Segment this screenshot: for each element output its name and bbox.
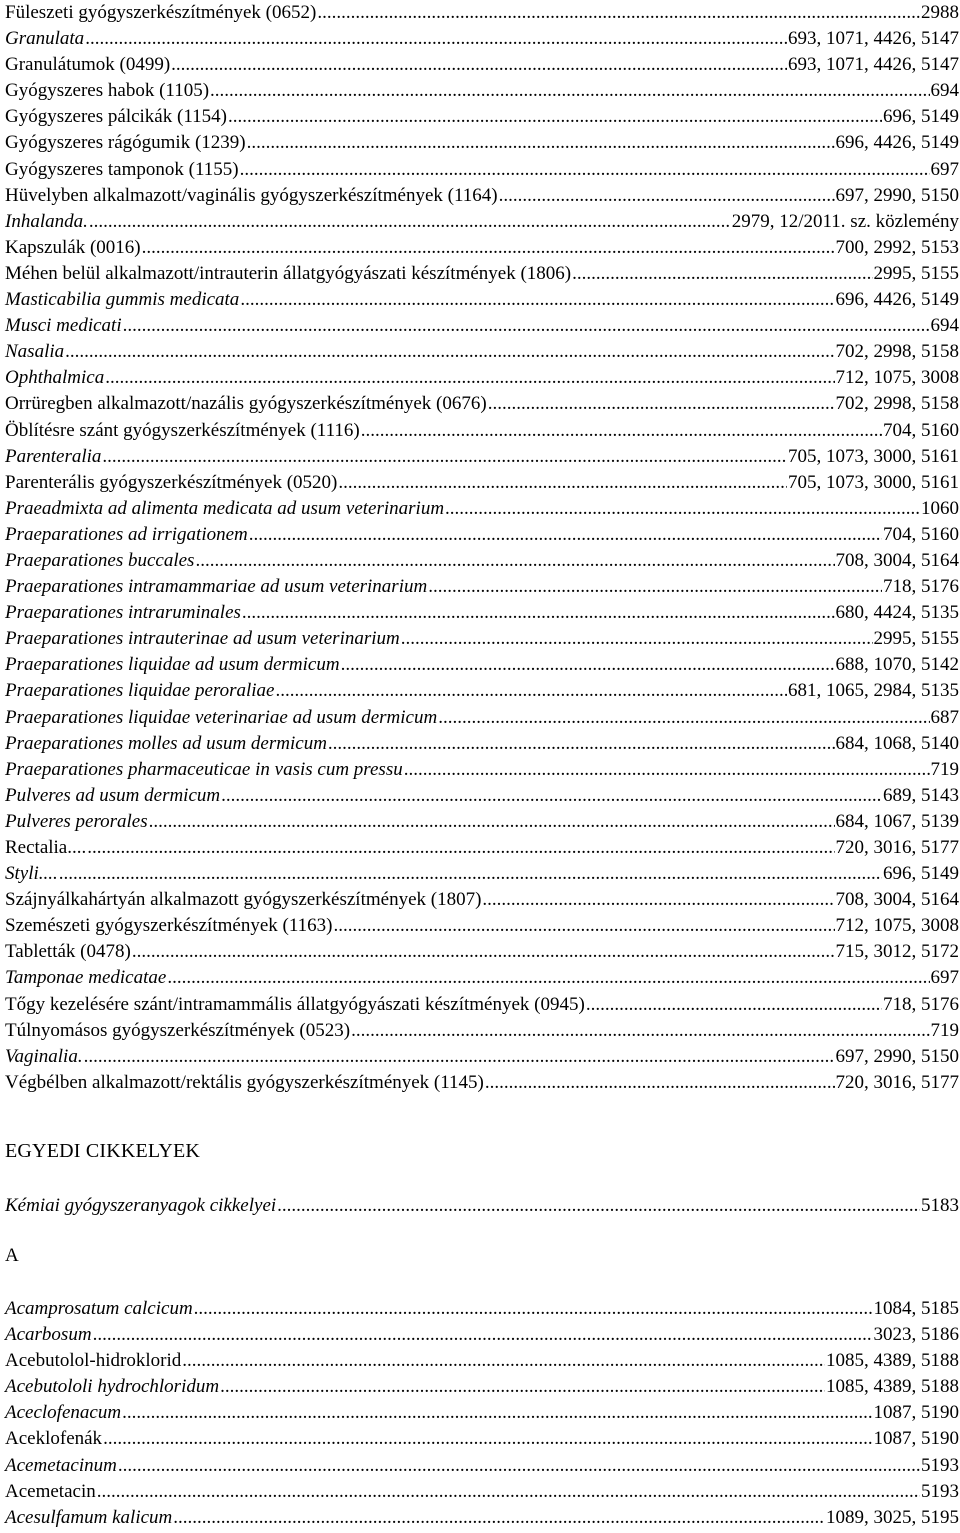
- index-entry: [5, 209, 959, 235]
- entry-name: Kapszulák (0016): [5, 236, 141, 258]
- index-entry: [5, 1453, 959, 1479]
- index-entry: [5, 183, 959, 209]
- entry-name: Inhalanda.: [5, 210, 88, 232]
- entry-pages: 684, 1067, 5139: [835, 810, 959, 832]
- dot-leader: [333, 913, 834, 939]
- dot-leader: [249, 522, 882, 548]
- entry-name: Füleszeti gyógyszerkészítmények (0652): [5, 2, 317, 23]
- index-entry: [5, 0, 959, 26]
- index-entry: [5, 418, 959, 444]
- index-list-dosage-forms: [5, 0, 959, 1096]
- index-entry: [5, 887, 959, 913]
- index-entry: [5, 287, 959, 313]
- entry-pages: 712, 1075, 3008: [835, 367, 959, 389]
- index-entry: [5, 52, 959, 78]
- entry-pages: 5183: [921, 1195, 959, 1216]
- dot-leader: [93, 1322, 873, 1348]
- dot-leader: [586, 992, 882, 1018]
- entry-name: Praeparationes molles ad usum dermicum: [5, 732, 327, 754]
- entry-name: Granulata: [5, 28, 85, 50]
- entry-pages: 2988: [921, 2, 959, 23]
- entry-pages: 697: [930, 967, 959, 989]
- entry-pages: 696, 4426, 5149: [835, 289, 959, 311]
- index-entry: [5, 548, 959, 574]
- entry-pages: 1085, 4389, 5188: [826, 1350, 959, 1372]
- dot-leader: [65, 339, 834, 365]
- entry-pages: 1060: [921, 497, 959, 519]
- index-entry: [5, 705, 959, 731]
- entry-pages: 694: [930, 80, 959, 102]
- index-entry: [5, 861, 959, 887]
- entry-name: Acebutolol-hidroklorid: [5, 1350, 182, 1372]
- dot-leader: [194, 1296, 873, 1322]
- dot-leader: [105, 365, 834, 391]
- dot-leader: [103, 1426, 872, 1452]
- entry-pages: 696, 4426, 5149: [835, 132, 959, 154]
- index-entry: [5, 835, 959, 861]
- entry-pages: 697, 2990, 5150: [835, 184, 959, 206]
- dot-leader: [84, 1044, 835, 1070]
- entry-name: Praeparationes intramammariae ad usum veterinarium: [5, 576, 428, 598]
- entry-pages: 5193: [921, 1454, 959, 1476]
- index-entry: [5, 1505, 959, 1531]
- index-entry: [5, 313, 959, 339]
- entry-name: Szemészeti gyógyszerkészítmények (1163): [5, 915, 333, 937]
- entry-name: Pulveres ad usum dermicum: [5, 784, 221, 806]
- entry-name: Kémiai gyógyszeranyagok cikkelyei: [5, 1195, 277, 1216]
- entry-name: Gyógyszeres habok (1105): [5, 80, 210, 102]
- entry-name: Parenterális gyógyszerkészítmények (0520): [5, 471, 338, 493]
- index-entry: [5, 104, 959, 130]
- entry-name: Pulveres perorales: [5, 810, 148, 832]
- entry-name: Ophthalmica: [5, 367, 105, 389]
- entry-pages: 681, 1065, 2984, 5135: [788, 680, 959, 702]
- entry-name: Orrüregben alkalmazott/nazális gyógyszerkészítmények (0676): [5, 393, 487, 415]
- dot-leader: [171, 52, 787, 78]
- entry-name: Praeparationes pharmaceuticae in vasis cum pressu: [5, 758, 403, 780]
- entry-name: Praeparationes liquidae ad usum dermicum: [5, 654, 340, 676]
- dot-leader: [228, 104, 882, 130]
- dot-leader: [85, 26, 787, 52]
- entry-name: Acarbosum: [5, 1324, 92, 1346]
- entry-pages: 3023, 5186: [873, 1324, 959, 1346]
- index-entry: [5, 78, 959, 104]
- index-entry: [5, 261, 959, 287]
- entry-name: Acemetacinum: [5, 1454, 117, 1476]
- dot-leader: [173, 1505, 825, 1531]
- entry-pages: 705, 1073, 3000, 5161: [788, 445, 959, 467]
- entry-pages: 719: [930, 1019, 959, 1041]
- entry-pages: 5193: [921, 1480, 959, 1502]
- entry-pages: 712, 1075, 3008: [835, 915, 959, 937]
- index-entry: [5, 1044, 959, 1070]
- entry-name: Acemetacin: [5, 1480, 96, 1502]
- entry-pages: 718, 5176: [883, 576, 959, 598]
- dot-leader: [195, 548, 834, 574]
- entry-name: Tőgy kezelésére szánt/intramammális állatgyógyászati készítmények (0945): [5, 993, 585, 1015]
- index-entry: [5, 939, 959, 965]
- dot-leader: [404, 757, 930, 783]
- entry-pages: 704, 5160: [883, 419, 959, 441]
- entry-pages: 702, 2998, 5158: [835, 393, 959, 415]
- entry-pages: 719: [930, 758, 959, 780]
- entry-pages: 1085, 4389, 5188: [826, 1376, 959, 1398]
- entry-pages: 718, 5176: [883, 993, 959, 1015]
- entry-pages: 1089, 3025, 5195: [826, 1506, 959, 1528]
- index-entry: [5, 783, 959, 809]
- entry-pages: 697: [930, 158, 959, 180]
- entry-pages: 697, 2990, 5150: [835, 1045, 959, 1067]
- dot-leader: [210, 78, 929, 104]
- index-list-chemical: [5, 1193, 959, 1219]
- index-entry: [5, 496, 959, 522]
- index-entry: [5, 809, 959, 835]
- dot-leader: [182, 1348, 825, 1374]
- entry-name: Acamprosatum calcicum: [5, 1298, 193, 1319]
- entry-pages: 1087, 5190: [873, 1402, 959, 1424]
- entry-name: Praeparationes intraruminales: [5, 602, 241, 624]
- index-entry: [5, 626, 959, 652]
- letter-heading: A: [5, 1245, 19, 1266]
- dot-leader: [149, 809, 835, 835]
- entry-pages: 694: [930, 315, 959, 337]
- entry-name: Hüvelyben alkalmazott/vaginális gyógyszerkészítmények (1164): [5, 184, 498, 206]
- index-entry: [5, 574, 959, 600]
- entry-pages: 2995, 5155: [873, 262, 959, 284]
- dot-leader: [445, 496, 920, 522]
- entry-name: Gyógyszeres pálcikák (1154): [5, 106, 227, 128]
- index-list-letter-a: [5, 1296, 959, 1531]
- entry-name: Tabletták (0478): [5, 941, 131, 963]
- entry-pages: 708, 3004, 5164: [835, 889, 959, 911]
- dot-leader: [142, 235, 835, 261]
- dot-leader: [240, 157, 930, 183]
- index-entry: [5, 1018, 959, 1044]
- entry-name: Acesulfamum kalicum: [5, 1506, 173, 1528]
- entry-pages: 689, 5143: [883, 784, 959, 806]
- entry-pages: 1087, 5190: [873, 1428, 959, 1450]
- entry-pages: 715, 3012, 5172: [835, 941, 959, 963]
- entry-pages: 680, 4424, 5135: [835, 602, 959, 624]
- dot-leader: [276, 678, 788, 704]
- dot-leader: [488, 391, 835, 417]
- dot-leader: [87, 835, 834, 861]
- index-entry: [5, 26, 959, 52]
- dot-leader: [102, 444, 787, 470]
- index-entry: [5, 731, 959, 757]
- index-entry: [5, 1322, 959, 1348]
- dot-leader: [240, 287, 834, 313]
- entry-name: Praeparationes ad irrigationem: [5, 523, 248, 545]
- dot-leader: [132, 939, 835, 965]
- dot-leader: [401, 626, 873, 652]
- index-entry: [5, 130, 959, 156]
- dot-leader: [485, 1070, 835, 1096]
- dot-leader: [438, 705, 929, 731]
- dot-leader: [277, 1193, 920, 1219]
- index-entry: [5, 652, 959, 678]
- entry-pages: 693, 1071, 4426, 5147: [788, 28, 959, 50]
- index-entry: [5, 522, 959, 548]
- index-entry: [5, 1193, 959, 1219]
- dot-leader: [242, 600, 835, 626]
- section-heading: EGYEDI CIKKELYEK: [5, 1140, 201, 1162]
- dot-leader: [167, 965, 929, 991]
- entry-name: Gyógyszeres rágógumik (1239): [5, 132, 246, 154]
- entry-pages: 696, 5149: [883, 106, 959, 128]
- entry-name: Praeparationes liquidae peroraliae: [5, 680, 275, 702]
- entry-name: Aceclofenacum: [5, 1402, 122, 1424]
- entry-name: Aceklofenák: [5, 1428, 103, 1450]
- index-entry: [5, 1348, 959, 1374]
- dot-leader: [220, 1374, 825, 1400]
- index-entry: [5, 992, 959, 1018]
- dot-leader: [341, 652, 835, 678]
- entry-name: Praeparationes intrauterinae ad usum veterinarium: [5, 628, 400, 650]
- index-entry: [5, 757, 959, 783]
- index-entry: [5, 339, 959, 365]
- dot-leader: [89, 209, 731, 235]
- entry-pages: 687: [930, 706, 959, 728]
- entry-name: Végbélben alkalmazott/rektális gyógyszerkészítmények (1145): [5, 1071, 484, 1093]
- dot-leader: [338, 470, 787, 496]
- entry-name: Öblítésre szánt gyógyszerkészítmények (1116): [5, 419, 360, 441]
- index-entry: [5, 678, 959, 704]
- entry-name: Masticabilia gummis medicata: [5, 289, 240, 311]
- dot-leader: [482, 887, 834, 913]
- entry-name: Szájnyálkahártyán alkalmazott gyógyszerkészítmények (1807): [5, 889, 482, 911]
- entry-pages: 684, 1068, 5140: [835, 732, 959, 754]
- dot-leader: [317, 0, 920, 26]
- dot-leader: [572, 261, 872, 287]
- index-entry: [5, 470, 959, 496]
- entry-pages: 720, 3016, 5177: [835, 1071, 959, 1093]
- index-entry: [5, 600, 959, 626]
- index-entry: [5, 1374, 959, 1400]
- dot-leader: [123, 313, 930, 339]
- dot-leader: [328, 731, 835, 757]
- dot-leader: [221, 783, 882, 809]
- dot-leader: [428, 574, 882, 600]
- dot-leader: [59, 861, 882, 887]
- entry-name: Vaginalia.: [5, 1045, 83, 1067]
- index-entry: [5, 1070, 959, 1096]
- entry-pages: 702, 2998, 5158: [835, 341, 959, 363]
- index-entry: [5, 1479, 959, 1505]
- entry-pages: 720, 3016, 5177: [835, 837, 959, 858]
- index-entry: [5, 965, 959, 991]
- entry-name: Rectalia....: [5, 837, 87, 858]
- index-entry: [5, 365, 959, 391]
- entry-pages: 2979, 12/2011. sz. közlemény: [731, 210, 959, 232]
- entry-pages: 688, 1070, 5142: [835, 654, 959, 676]
- entry-name: Gyógyszeres tamponok (1155): [5, 158, 239, 180]
- index-entry: [5, 1296, 959, 1322]
- entry-name: Styli....: [5, 863, 58, 885]
- index-entry: [5, 157, 959, 183]
- dot-leader: [351, 1018, 929, 1044]
- entry-pages: 693, 1071, 4426, 5147: [788, 54, 959, 76]
- entry-name: Musci medicati: [5, 315, 122, 337]
- entry-name: Tamponae medicatae: [5, 967, 167, 989]
- index-entry: [5, 391, 959, 417]
- dot-leader: [247, 130, 835, 156]
- entry-name: Túlnyomásos gyógyszerkészítmények (0523): [5, 1019, 351, 1041]
- entry-pages: 696, 5149: [883, 863, 959, 885]
- entry-name: Praeparationes liquidae veterinariae ad usum dermicum: [5, 706, 438, 728]
- dot-leader: [122, 1400, 872, 1426]
- entry-name: Praeadmixta ad alimenta medicata ad usum veterinarium: [5, 497, 445, 519]
- index-entry: [5, 1426, 959, 1452]
- entry-pages: 1084, 5185: [873, 1298, 959, 1319]
- entry-name: Nasalia: [5, 341, 65, 363]
- index-entry: [5, 235, 959, 261]
- entry-name: Granulátumok (0499): [5, 54, 171, 76]
- entry-name: Praeparationes buccales: [5, 549, 195, 571]
- entry-pages: 704, 5160: [883, 523, 959, 545]
- dot-leader: [499, 183, 835, 209]
- entry-name: Acebutololi hydrochloridum: [5, 1376, 220, 1398]
- dot-leader: [361, 418, 882, 444]
- dot-leader: [97, 1479, 920, 1505]
- entry-pages: 705, 1073, 3000, 5161: [788, 471, 959, 493]
- index-entry: [5, 1400, 959, 1426]
- entry-pages: 2995, 5155: [873, 628, 959, 650]
- entry-name: Méhen belül alkalmazott/intrauterin állatgyógyászati készítmények (1806): [5, 262, 572, 284]
- entry-pages: 700, 2992, 5153: [835, 236, 959, 258]
- entry-pages: 708, 3004, 5164: [835, 549, 959, 571]
- entry-name: Parenteralia: [5, 445, 102, 467]
- index-entry: [5, 913, 959, 939]
- dot-leader: [118, 1453, 920, 1479]
- index-entry: [5, 444, 959, 470]
